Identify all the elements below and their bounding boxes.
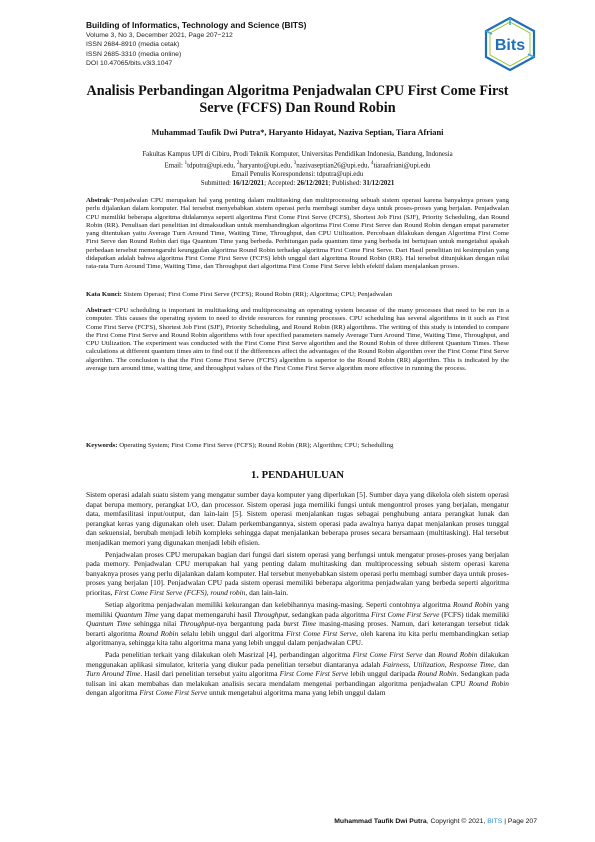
- keywords-text: Operating System; First Come First Serve (FCFS); Round Robin (RR); Algorithm; CPU; Schedulling: [117, 442, 394, 449]
- published-date: 31/12/2021: [362, 179, 395, 187]
- kata-kunci-label: Kata Kunci:: [86, 291, 122, 298]
- page-number: | Page 207: [502, 818, 537, 825]
- logo-text: Bits: [494, 37, 526, 54]
- paragraph: Sistem operasi adalah suatu sistem yang mengatur sumber daya komputer yang diperlukan [5]. Sumber daya yang dikelola oleh sistem operasi dapat berupa memory, perangkat I/O, dan processor. Sistem operasi juga memiliki fungsi untuk mengontrol proses yang berjalan, mengatur data, memfasilitasi input/output, dan lain-lain [5]. Sistem operasi menjalankan tugas sebagai penghubung antara perangkat lunak dan perangkat keras yang digunakan oleh user. Dalam perkembangannya, sistem operasi pada awalnya hanya dapat menjalankan proses tunggal dan sekuensial, berubah menjadi lebih kompleks sehingga dapat menjalankan beberapa proses secara bersamaan (multitasking). Hal tersebut menjadikan memori yang digunakan menjadi lebih efisien.: [86, 490, 509, 547]
- abstrak-text: −Penjadwalan CPU merupakan hal yang penting dalam multitasking dan multiprocessing sebuah sistem operasi karena banyaknya proses yang perlu dijalankan dalam komputer. Hal tersebut menyebabkan sistem operasi perlu membagi sumber daya untuk proses-proses yang berjalan. Penjadwalan CPU memiliki beberapa algoritma didalamnya seperti algoritma First Come First Serve (FCFS), Shortest Job First (SJF), Priority Scheduling, dan Round Robin (RR). Penulisan dari penelitian ini dimaksudkan untuk membandingkan algoritma First Come First Serve dan Round Robin dengan empat parameter yang ditentukan yaitu Average Turn Around Time, Waiting Time, Throughput, dan CPU Utilization. Percobaan dilakukan dengan Algoritma First Come First Serve dan Round Robin dari tiga Quantum Time yang berbeda. Perhitungan pada quantum time yang berbeda ini bertujuan untuk mengetahui apakah perbedaan tersebut memengaruhi keunggulan algoritma Round Robin terhadap algoritma First Come First Serve. Dari Hasil penelitian ini kesimpulan yang didapatkan adalah bahwa algoritma First Come First Serve (FCFS) lebih unggul dari algoritma Round Robin (RR). Hal tersebut ditunjukkan dengan nilai rata-rata Turn Around Time, Waiting Time, dan Throughput dari algoritma First Come First Serve lebih efektif dalam menjalankan proses.: [86, 197, 509, 270]
- paragraph: Penjadwalan proses CPU merupakan bagian dari fungsi dari sistem operasi yang berfungsi untuk mengatur proses-proses yang berjalan pada memory. Penjadwalan CPU merupakan hal yang penting dalam multitasking dan multiprocessing sebuah sistem operasi karena banyaknya proses yang perlu dijalankan dalam komputer. Hal tersebut menyebabkan sistem operasi perlu membagi sumber daya untuk proses-proses yang berjalan [10]. Penjadwalan CPU pada sistem operasi memiliki beberapa algoritma penjadwalan yang berbeda seperti algoritma prioritas, First Come First Serve (FCFS), round robin, dan lain-lain.: [86, 549, 509, 597]
- journal-header: [86, 20, 306, 69]
- submission-dates: Submitted: 16/12/2021; Accepted: 26/12/2021; Published: 31/12/2021: [200, 179, 395, 187]
- keywords-block: [86, 442, 509, 450]
- paragraph: Setiap algoritma penjadwalan memiliki kekurangan dan kelebihannya masing-masing. Seperti contohnya algoritma Round Robin yang memiliki Quantum Time yang dapat memengaruhi hasil Throughput, sedangkan pada algoritma First Come First Serve (FCFS) tidak memiliki Quantum Time sehingga nilai Throughput-nya bergantung pada burst Time masing-masing proses. Namun, dari keterangan tersebut tidak berarti algoritma Round Robin selalu lebih unggul dari algoritma First Come First Serve, oleh karena itu kita perlu membandingkan setiap algoritmanya, sehingga kita tahu algoritma mana yang lebih unggul dalam penjadwalan CPU.: [86, 600, 510, 648]
- footer-brand: BITS: [487, 818, 503, 825]
- journal-title: Building of Informatics, Technology and Science (BITS): [86, 20, 307, 30]
- paper-title: Analisis Perbandingan Algoritma Penjadwalan CPU First Come First Serve (FCFS) Dan Round Robin: [86, 83, 509, 116]
- abstrak-label: Abstrak: [86, 197, 110, 204]
- journal-issn-online: ISSN 2685-3310 (media online): [86, 50, 182, 58]
- page-footer: Muhammad Taufik Dwi Putra, Copyright © 2021, BITS | Page 207: [334, 818, 537, 825]
- email-link[interactable]: tdputra@upi.edu,: [187, 162, 237, 170]
- affiliation: Fakultas Kampus UPI di Cibiru, Prodi Teknik Komputer, Universitas Pendidikan Indonesia, Bandung, Indonesia: [142, 151, 453, 158]
- journal-volume: Volume 3, No 3, December 2021, Page 207−212: [86, 31, 233, 39]
- abstract-block: [86, 307, 509, 373]
- abstract-label: Abstract: [86, 307, 112, 314]
- abstract-text: −CPU scheduling is important in multitasking and multiprocessing an operating system because of the many processes that need to be run in a computer. This causes the operating system to need to divide resources for running processes. CPU scheduling has several algorithms in it such as First Come First Serve (FCFS), Shortest Job First (SJF), Priority Scheduling, and Round Robin (RR) algorithms. The writing of this study is intended to compare the First Come First Serve and Round Robin algorithms with four specified parameters namely Average Turn Around Time, Waiting Time, Throughput, and CPU Utilization. The experiment was conducted with the First Come First Serve algorithm and the Round Robin of three different Quantum Times. These calculations at different quantum times aim to find out if the differences affect the advantages of the Round Robin algorithm over the First Come First Serve algorithm. The conclusion is that the First Come First Serve (FCFS) algorithm is superior to the Round Robin (RR) algorithm. This is indicated by the average turn around time, waiting time, and throughput values of the First Come First Serve algorithm more effective in running the process.: [86, 307, 509, 372]
- accepted-date: 26/12/2021: [297, 179, 329, 187]
- journal-issn-print: ISSN 2684-8910 (media cetak): [86, 41, 180, 49]
- footer-author: Muhammad Taufik Dwi Putra: [334, 818, 427, 825]
- bits-logo-icon: [483, 16, 537, 72]
- author-emails: Email: $^1$tdputra@upi.edu, $^2$haryanto@upi.edu, $^3$nazivaseptian26@upi.edu, $^4$tiaraafriani@upi.edu: [164, 160, 431, 170]
- affiliation-block: [86, 151, 509, 188]
- body-text: [86, 490, 509, 698]
- journal-doi: DOI 10.47065/bits.v3i3.1047: [86, 60, 173, 68]
- keywords-label: Keywords:: [86, 442, 118, 449]
- kata-kunci-block: [86, 291, 509, 299]
- section-heading: 1. PENDAHULUAN: [251, 470, 344, 481]
- corresponding-email: Email Penulis Korespondensi: tdputra@upi.edu: [231, 170, 364, 178]
- email-link[interactable]: tiaraafriani@upi.edu: [373, 162, 431, 170]
- paper-authors: Muhammad Taufik Dwi Putra*, Haryanto Hidayat, Naziva Septian, Tiara Afriani: [151, 128, 444, 137]
- kata-kunci-text: Sistem Operasi; First Come First Serve (FCFS); Round Robin (RR); Algoritma; CPU; Penjadwalan: [121, 291, 393, 298]
- email-link[interactable]: nazivaseptian26@upi.edu,: [296, 162, 371, 170]
- abstrak-block: [86, 197, 509, 271]
- submitted-date: 16/12/2021: [232, 179, 265, 187]
- email-link[interactable]: haryanto@upi.edu,: [239, 162, 294, 170]
- paragraph: Pada penelitian terkait yang dilakukan oleh Masrizal [4], perbandingan algoritma First Come First Serve dan Round Robin dilakukan menggunakan aplikasi simulator, kriteria yang diukur pada penelitian tersebut diantaranya adalah Fairness, Utilization, Response Time, dan Turn Around Time. Hasil dari penelitian tersebut yaitu algoritma First Come First Serve lebih unggul daripada Round Robin. Sedangkan pada tulisan ini akan membahas dan melakukan analisis secara mendalam mengenai perbandingan algoritma penjadwalan CPU Round Robin dengan algoritma First Come First Serve untuk mengetahui algoritma mana yang lebih unggul dalam: [86, 650, 509, 698]
